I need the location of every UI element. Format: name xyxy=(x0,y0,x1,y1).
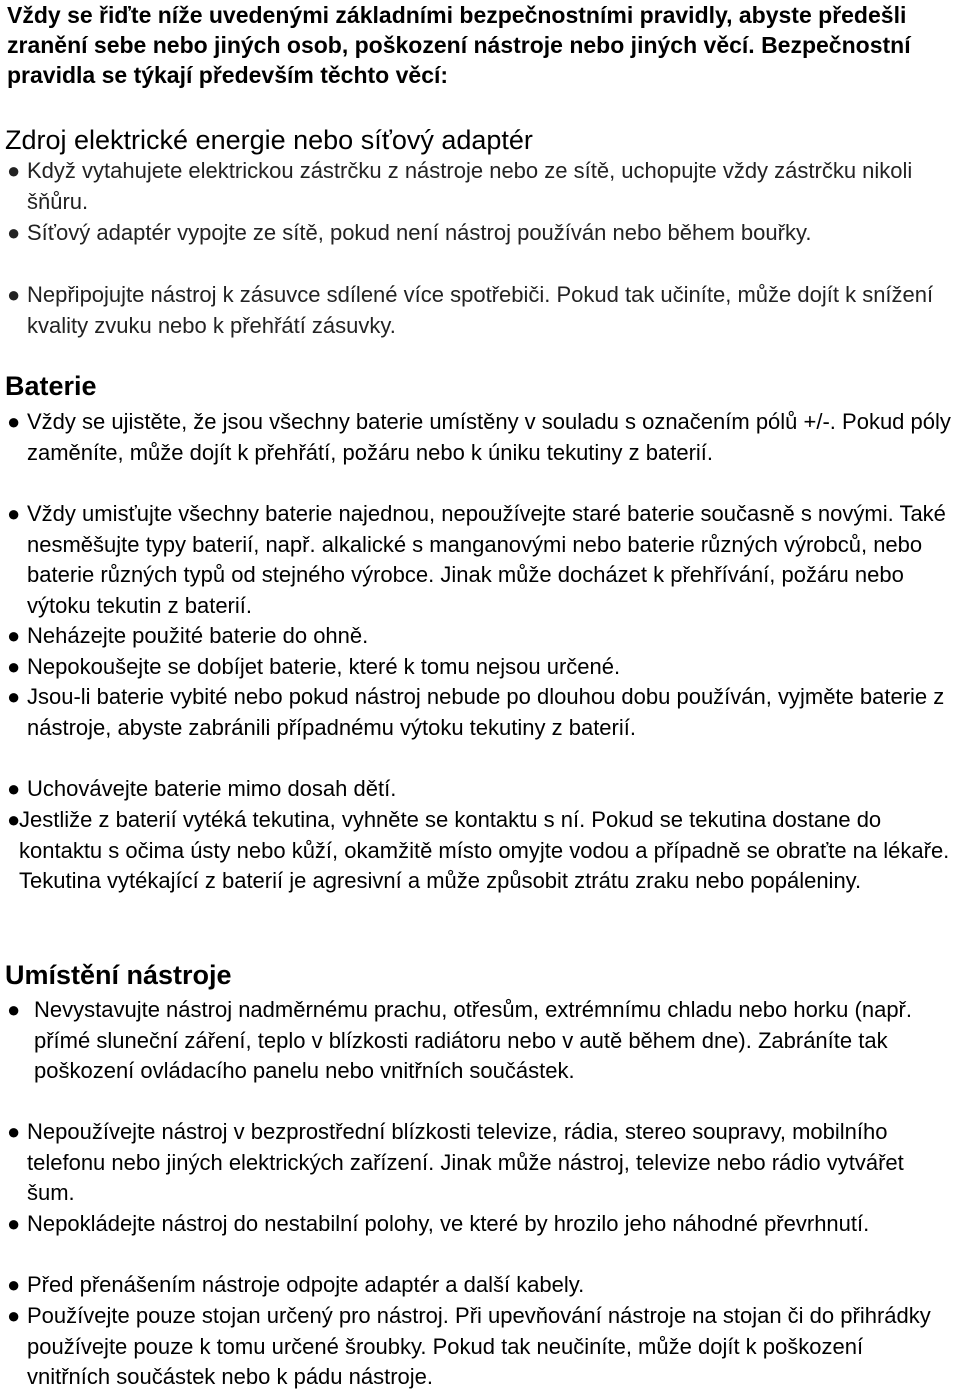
battery-item-2 xyxy=(7,499,952,621)
bullet-icon: ● xyxy=(7,409,21,434)
battery-item-6 xyxy=(7,774,952,805)
battery-item-1 xyxy=(7,407,957,468)
bullet-icon: ● xyxy=(7,1119,21,1144)
battery-item-1-text: Vždy se ujistěte, že jsou všechny baterie umístěny v souladu s označením pólů +/-. Pokud póly zaměníte, může dojít k přehřátí, požáru nebo k úniku tekutiny z baterií. xyxy=(27,409,951,465)
bullet-icon: ● xyxy=(7,220,21,245)
battery-item-4-text: Nepokoušejte se dobíjet baterie, které k tomu nejsou určené. xyxy=(27,654,621,679)
placement-item-3-text: Nepokládejte nástroj do nestabilní polohy, ve které by hrozilo jeho náhodné převrhnutí. xyxy=(27,1211,870,1236)
battery-item-7 xyxy=(7,805,952,897)
placement-item-1-text: Nevystavujte nástroj nadměrnému prachu, otřesům, extrémnímu chladu nebo horku (např. přímé sluneční záření, teplo v blízkosti radiátoru nebo v autě během dne). Zabráníte tak poškození ovládacího panelu nebo vnitřních součástek. xyxy=(34,997,912,1083)
bullet-icon: ● xyxy=(7,282,21,307)
power-item-1 xyxy=(7,156,952,217)
battery-item-4 xyxy=(7,652,952,683)
placement-item-4-text: Před přenášením nástroje odpojte adaptér a další kabely. xyxy=(27,1272,585,1297)
placement-item-2-text: Nepoužívejte nástroj v bezprostřední blízkosti televize, rádia, stereo soupravy, mobilního telefonu nebo jiných elektrických zařízení. Jinak může nástroj, televize nebo rádio vytvářet šum. xyxy=(27,1119,904,1205)
heading-placement: Umístění nástroje xyxy=(5,960,232,990)
bullet-icon: ● xyxy=(7,1303,21,1328)
intro-paragraph: Vždy se řiďte níže uvedenými základními bezpečnostními pravidly, abyste předešli zranění sebe nebo jiných osob, poškození nástroje nebo jiných věcí. Bezpečnostní pravidla se týkají především těchto věcí: xyxy=(7,2,911,88)
battery-item-5-text: Jsou-li baterie vybité nebo pokud nástroj nebude po dlouhou dobu používán, vyjměte baterie z nástroje, abyste zabránili případnému výtoku tekutiny z baterií. xyxy=(27,684,945,740)
bullet-icon: ● xyxy=(7,776,21,801)
placement-item-4 xyxy=(7,1270,952,1301)
heading-batteries: Baterie xyxy=(5,371,97,401)
heading-power: Zdroj elektrické energie nebo síťový adaptér xyxy=(5,125,533,155)
battery-item-5 xyxy=(7,682,952,743)
bullet-icon: ● xyxy=(7,997,21,1022)
placement-item-5 xyxy=(7,1301,952,1393)
power-item-3 xyxy=(7,280,952,341)
placement-item-3 xyxy=(7,1209,952,1240)
bullet-icon: ● xyxy=(7,684,21,709)
bullet-icon: ● xyxy=(7,501,21,526)
bullet-icon: ● xyxy=(7,1272,21,1297)
power-item-2 xyxy=(7,218,952,249)
placement-item-2 xyxy=(7,1117,952,1209)
bullet-icon: ● xyxy=(7,654,21,679)
bullet-icon: ● xyxy=(7,623,21,648)
bullet-icon: ● xyxy=(7,807,21,832)
battery-item-6-text: Uchovávejte baterie mimo dosah dětí. xyxy=(27,776,397,801)
battery-item-7-text: Jestliže z baterií vytéká tekutina, vyhněte se kontaktu s ní. Pokud se tekutina dostane do kontaktu s očima ústy nebo kůží, okamžitě místo omyjte vodou a případně se obraťte na lékaře. Tekutina vytékající z baterií je agresivní a může způsobit ztrátu zraku nebo popáleniny. xyxy=(19,807,950,893)
placement-item-5-text: Používejte pouze stojan určený pro nástroj. Při upevňování nástroje na stojan či do přihrádky používejte pouze k tomu určené šroubky. Pokud tak neučiníte, může dojít k poškození vnitřních součástek nebo k pádu nástroje. xyxy=(27,1303,931,1389)
power-item-2-text: Síťový adaptér vypojte ze sítě, pokud není nástroj používán nebo během bouřky. xyxy=(27,220,812,245)
battery-item-3 xyxy=(7,621,952,652)
bullet-icon: ● xyxy=(7,158,21,183)
power-item-1-text: Když vytahujete elektrickou zástrčku z nástroje nebo ze sítě, uchopujte vždy zástrčku nikoli šňůru. xyxy=(27,158,913,214)
bullet-icon: ● xyxy=(7,1211,21,1236)
power-item-3-text: Nepřipojujte nástroj k zásuvce sdílené více spotřebiči. Pokud tak učiníte, může dojít k snížení kvality zvuku nebo k přehřátí zásuvky. xyxy=(27,282,934,338)
battery-item-3-text: Neházejte použité baterie do ohně. xyxy=(27,623,369,648)
battery-item-2-text: Vždy umisťujte všechny baterie najednou, nepoužívejte staré baterie současně s novými. Také nesměšujte typy baterií, např. alkalické s manganovými nebo baterie různých výrobců, nebo baterie různých typů od stejného výrobce. Jinak může docházet k přehřívání, požáru nebo výtoku tekutin z baterií. xyxy=(27,501,946,618)
placement-item-1 xyxy=(7,995,952,1087)
